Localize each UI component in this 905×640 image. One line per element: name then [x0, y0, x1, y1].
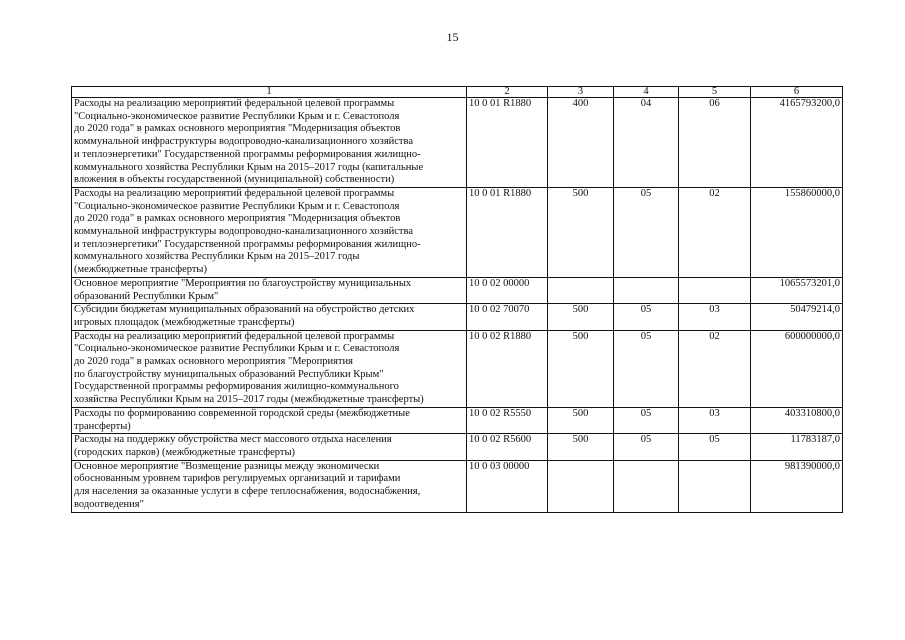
row-section: 05 — [614, 434, 679, 460]
table-header-row — [72, 87, 843, 98]
row-amount: 155860000,0 — [751, 187, 843, 277]
row-section — [614, 277, 679, 303]
table-row — [72, 304, 843, 330]
row-target-code: 10 0 02 R1880 — [467, 330, 548, 407]
row-target-code: 10 0 03 00000 — [467, 460, 548, 512]
row-expense-type: 500 — [548, 407, 614, 433]
row-subsection — [679, 277, 751, 303]
row-subsection: 05 — [679, 434, 751, 460]
row-description: Расходы на реализацию мероприятий федеральной целевой программы "Социально-экономическое развитие Республики Крым и г. Севастополя до 2020 года" в рамках основного мероприятия "Мероприятия по благоустройству муниципальных образований Республики Крым" Государственной программы реформирования жилищно-коммунального хозяйства Республики Крым на 2015–2017 годы (межбюджетные трансферты) — [72, 330, 467, 407]
row-section: 05 — [614, 304, 679, 330]
row-subsection: 02 — [679, 187, 751, 277]
page-number: 15 — [446, 30, 459, 44]
row-description: Расходы на реализацию мероприятий федеральной целевой программы "Социально-экономическое развитие Республики Крым и г. Севастополя до 2020 года" в рамках основного мероприятия "Модернизация объектов коммунальной инфраструктуры водопроводно-канализационного хозяйства и теплоэнергетики" Государственной программы реформирования жилищно- коммунального хозяйства Республики Крым на 2015–2017 годы (капитальные вложения в объекты государственной (муниципальной) собственности) — [72, 98, 467, 188]
row-expense-type: 500 — [548, 330, 614, 407]
column-header-section: 4 — [614, 87, 679, 98]
table-row — [72, 434, 843, 460]
table-row — [72, 460, 843, 512]
row-target-code: 10 0 01 R1880 — [467, 98, 548, 188]
row-target-code: 10 0 01 R1880 — [467, 187, 548, 277]
table-row — [72, 98, 843, 188]
row-target-code: 10 0 02 R5550 — [467, 407, 548, 433]
row-description: Расходы по формированию современной городской среды (межбюджетные трансферты) — [72, 407, 467, 433]
row-description: Расходы на поддержку обустройства мест массового отдыха населения (городских парков) (межбюджетные трансферты) — [72, 434, 467, 460]
row-section: 05 — [614, 330, 679, 407]
row-amount: 1065573201,0 — [751, 277, 843, 303]
row-expense-type: 500 — [548, 304, 614, 330]
row-description: Субсидии бюджетам муниципальных образований на обустройство детских игровых площадок (межбюджетные трансферты) — [72, 304, 467, 330]
table-row — [72, 187, 843, 277]
table-row — [72, 277, 843, 303]
row-amount: 981390000,0 — [751, 460, 843, 512]
row-amount: 4165793200,0 — [751, 98, 843, 188]
column-header-code: 2 — [467, 87, 548, 98]
row-description: Основное мероприятие "Возмещение разницы между экономически обоснованным уровнем тарифов регулируемых организаций и тарифами для населения за оказанные услуги в сфере теплоснабжения, водоснабжения, водоотведения" — [72, 460, 467, 512]
row-section: 04 — [614, 98, 679, 188]
budget-table — [71, 86, 843, 513]
row-amount: 403310800,0 — [751, 407, 843, 433]
row-subsection: 06 — [679, 98, 751, 188]
row-section: 05 — [614, 407, 679, 433]
row-expense-type: 400 — [548, 98, 614, 188]
table-row — [72, 330, 843, 407]
row-amount: 11783187,0 — [751, 434, 843, 460]
row-target-code: 10 0 02 00000 — [467, 277, 548, 303]
row-description: Расходы на реализацию мероприятий федеральной целевой программы "Социально-экономическое развитие Республики Крым и г. Севастополя до 2020 года" в рамках основного мероприятия "Модернизация объектов коммунальной инфраструктуры водопроводно-канализационного хозяйства и теплоэнергетики" Государственной программы реформирования жилищно- коммунального хозяйства Республики Крым на 2015–2017 годы (межбюджетные трансферты) — [72, 187, 467, 277]
column-header-subsection: 5 — [679, 87, 751, 98]
row-subsection: 03 — [679, 407, 751, 433]
row-subsection: 03 — [679, 304, 751, 330]
row-expense-type — [548, 460, 614, 512]
row-expense-type — [548, 277, 614, 303]
table-row — [72, 407, 843, 433]
row-section: 05 — [614, 187, 679, 277]
row-amount: 600000000,0 — [751, 330, 843, 407]
column-header-expense-type: 3 — [548, 87, 614, 98]
column-header-amount: 6 — [751, 87, 843, 98]
row-subsection — [679, 460, 751, 512]
row-target-code: 10 0 02 70070 — [467, 304, 548, 330]
row-amount: 50479214,0 — [751, 304, 843, 330]
row-expense-type: 500 — [548, 434, 614, 460]
column-header-name: 1 — [72, 87, 467, 98]
row-subsection: 02 — [679, 330, 751, 407]
row-target-code: 10 0 02 R5600 — [467, 434, 548, 460]
row-expense-type: 500 — [548, 187, 614, 277]
row-description: Основное мероприятие "Мероприятия по благоустройству муниципальных образований Республики Крым" — [72, 277, 467, 303]
row-section — [614, 460, 679, 512]
